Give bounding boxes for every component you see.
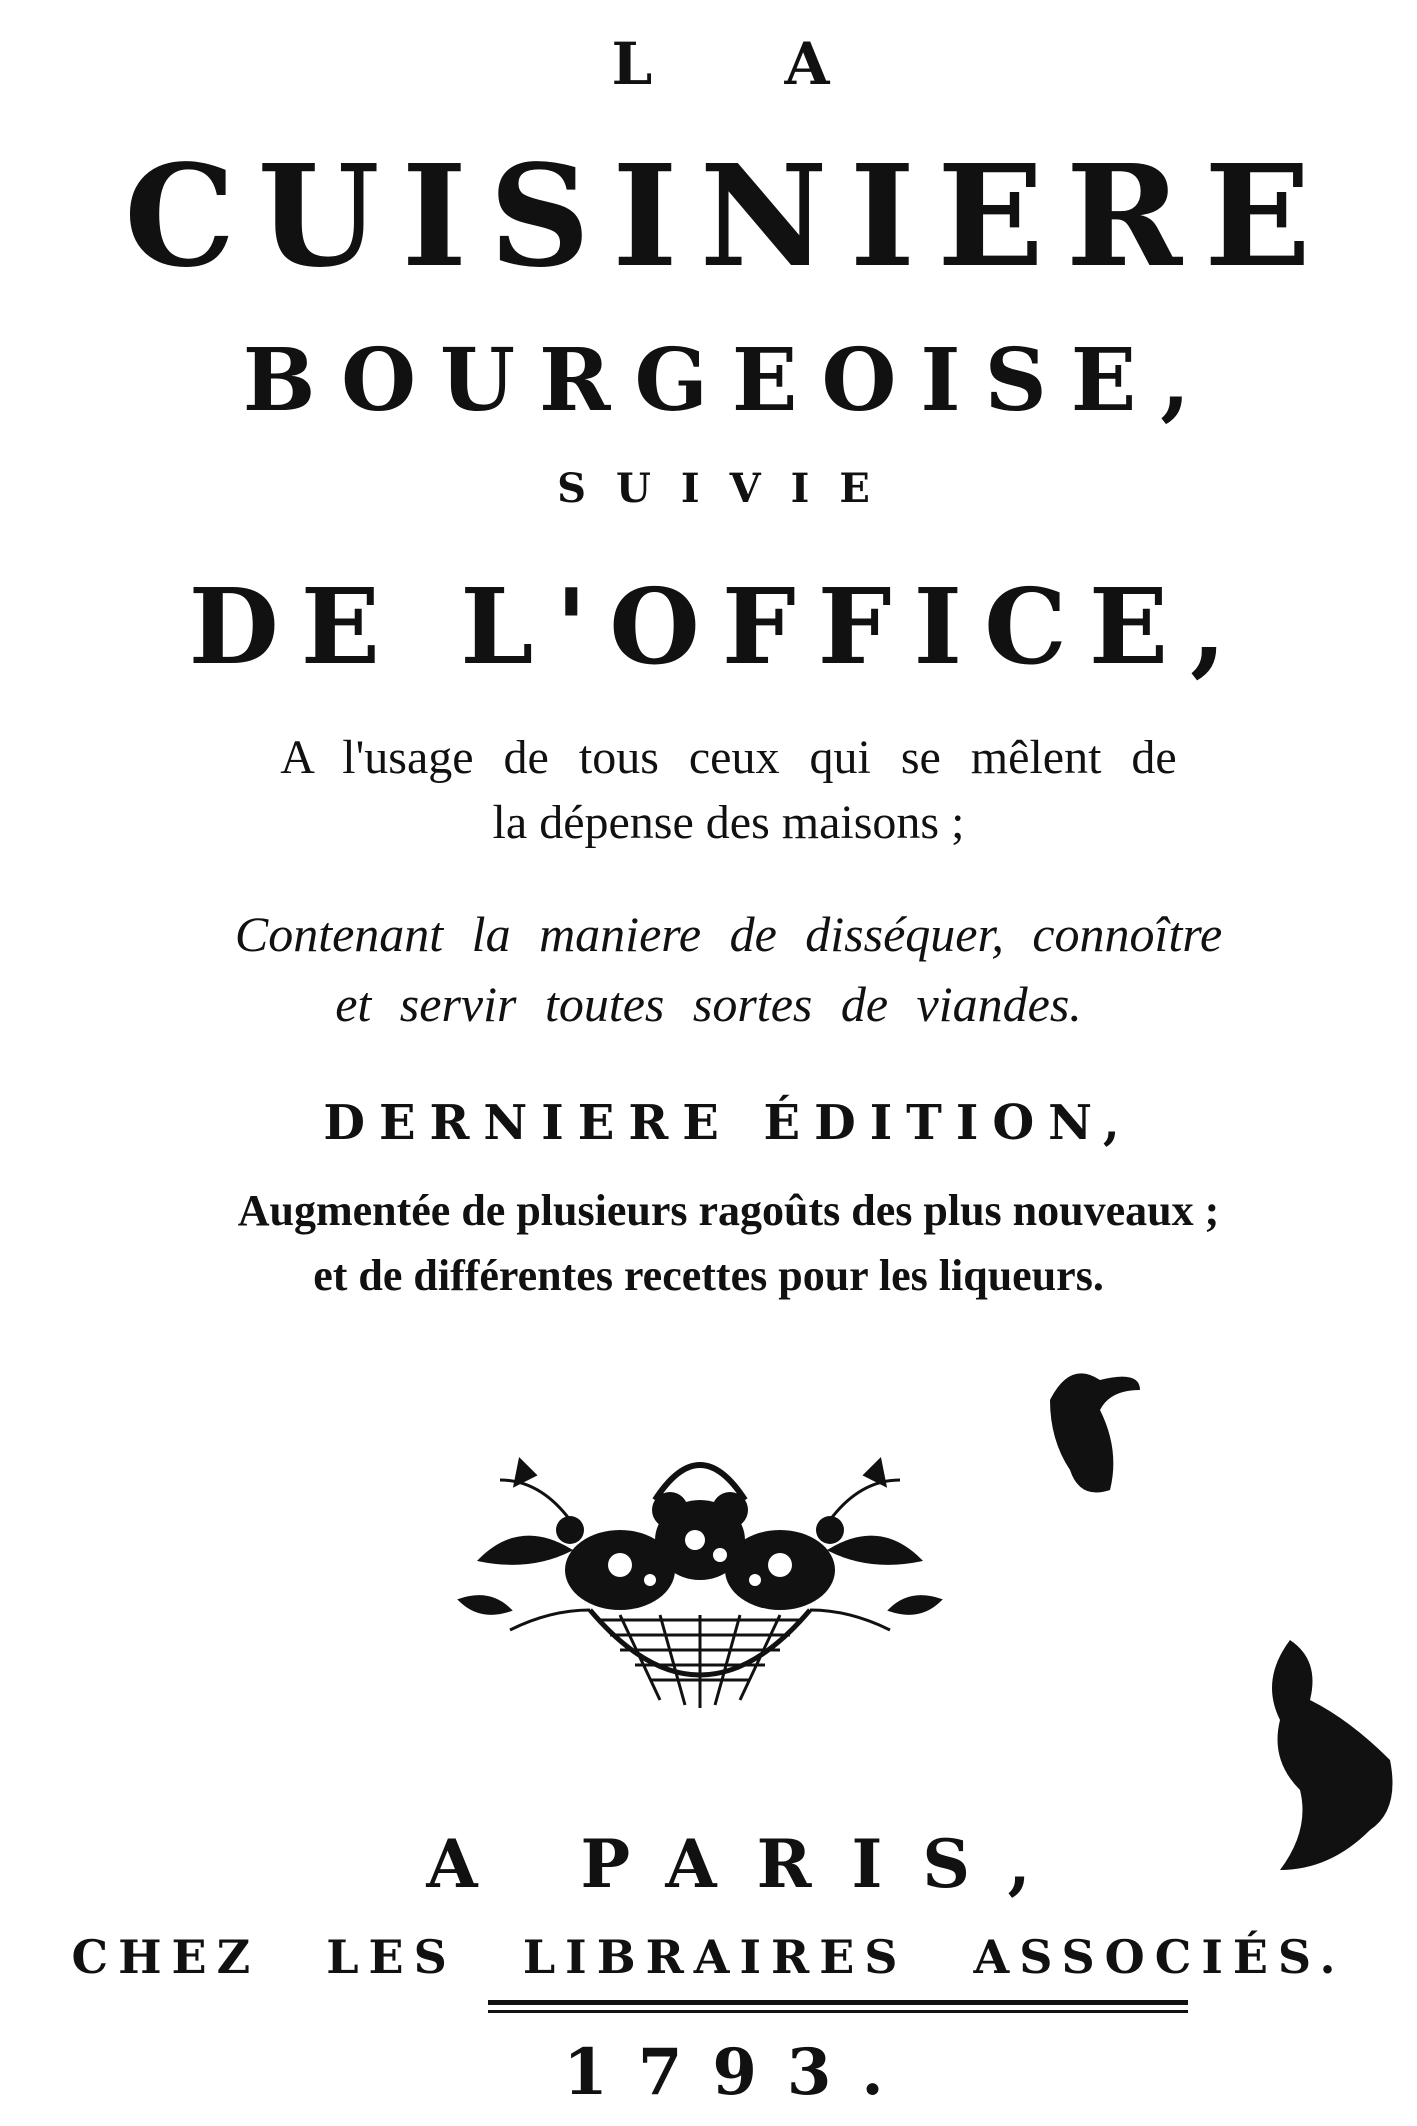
contenant-line-2: et servir toutes sortes de viandes. bbox=[335, 976, 1082, 1032]
imprint-year: 1793. bbox=[563, 2035, 914, 2110]
contenant-line-1: Contenant la maniere de disséquer, connoître bbox=[234, 906, 1223, 962]
double-rule-divider bbox=[488, 2000, 1188, 2018]
title-bourgeoise: BOURGEOISE, bbox=[242, 330, 1215, 431]
title-main: CUISINIERE bbox=[124, 135, 1333, 299]
usage-line-2: la dépense des maisons ; bbox=[492, 796, 965, 849]
title-suivie: SUIVIE bbox=[557, 465, 900, 512]
edition-heading: DERNIERE ÉDITION, bbox=[323, 1095, 1134, 1151]
ink-blot bbox=[1250, 1640, 1400, 1880]
flower-basket-vignette-icon bbox=[420, 1420, 980, 1740]
title-office: DE L'OFFICE, bbox=[188, 565, 1249, 688]
augmentee-line-1: Augmentée de plusieurs ragoûts des plus nouveaux ; bbox=[237, 1186, 1220, 1235]
usage-line-1: A l'usage de tous ceux qui se mêlent de bbox=[280, 731, 1177, 784]
title-article: L A bbox=[611, 30, 886, 98]
augmentee-line-2: et de différentes recettes pour les liqueurs. bbox=[313, 1251, 1104, 1300]
imprint-publisher: CHEZ LES LIBRAIRES ASSOCIÉS. bbox=[71, 1930, 1346, 1984]
ink-blot bbox=[1040, 1360, 1150, 1500]
imprint-place: A PARIS, bbox=[426, 1825, 1071, 1903]
